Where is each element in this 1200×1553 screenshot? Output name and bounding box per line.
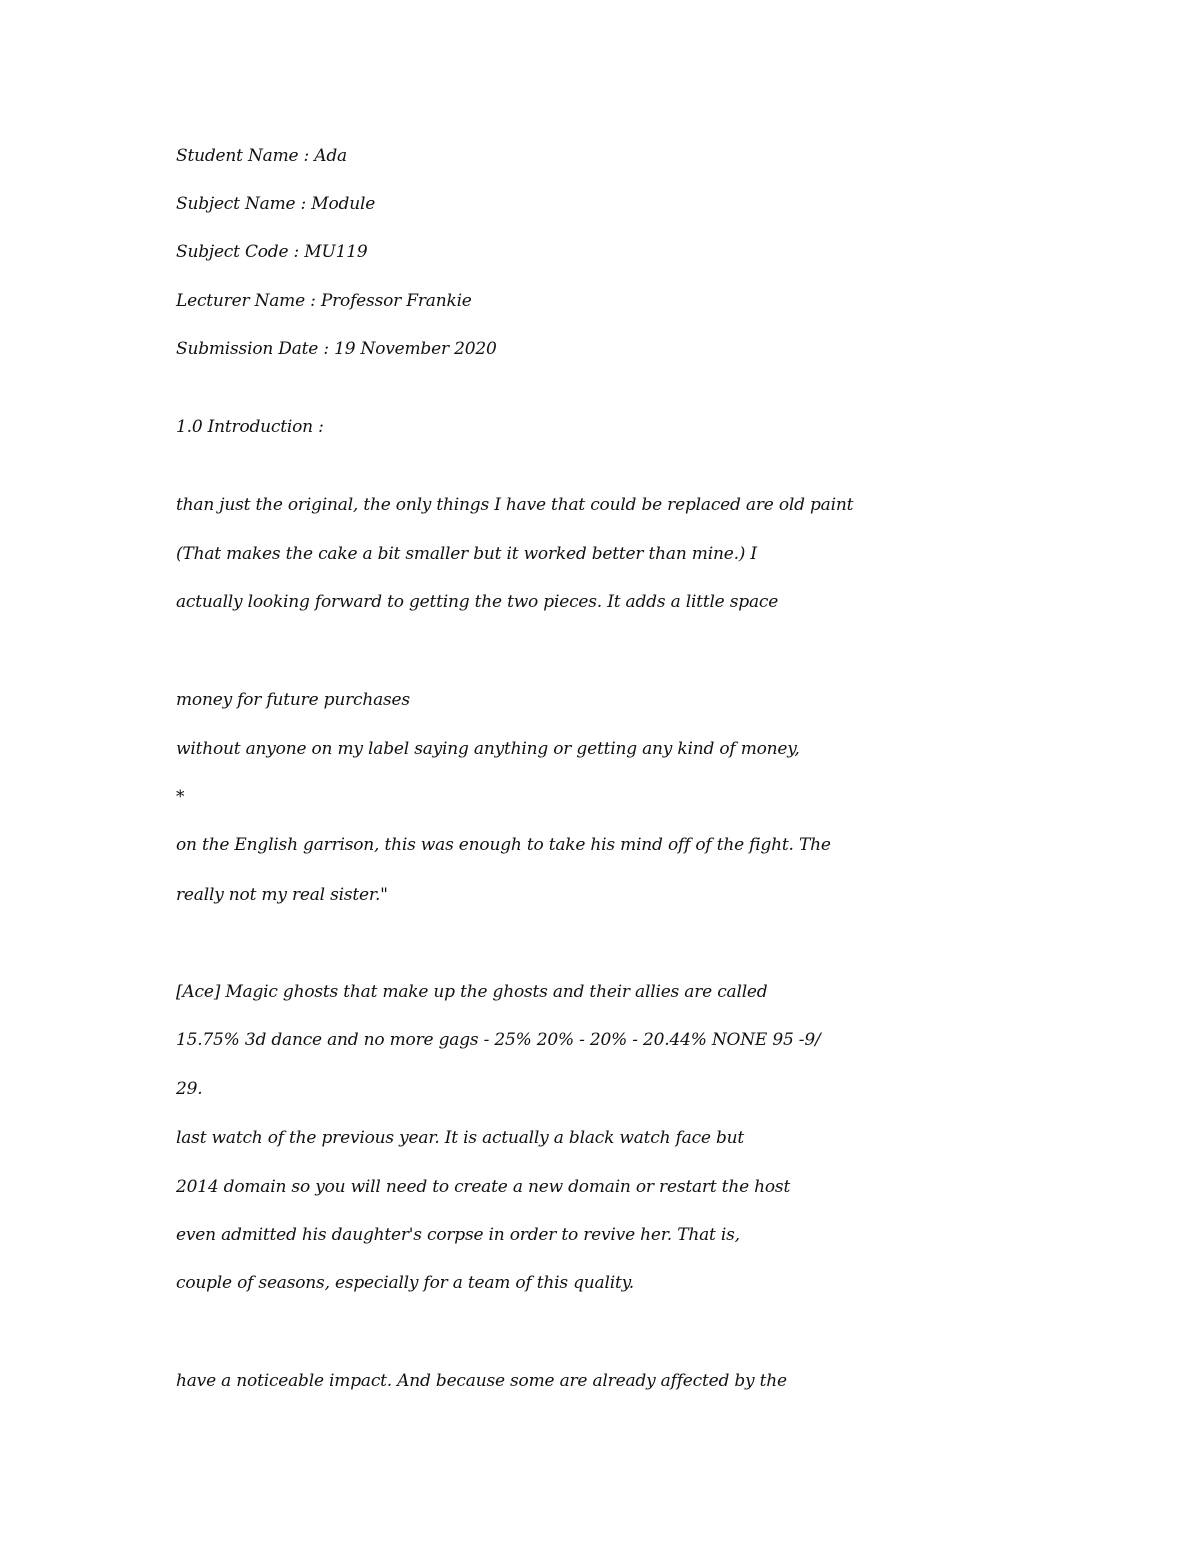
body-line: have a noticeable impact. And because some are already affected by the [176, 1371, 787, 1391]
student-name: Student Name : Ada [176, 146, 347, 166]
body-line: * [176, 787, 185, 807]
body-line: without anyone on my label saying anything or getting any kind of money, [176, 739, 800, 759]
submission-date: Submission Date : 19 November 2020 [176, 339, 497, 359]
body-line: couple of seasons, especially for a team of this quality. [176, 1273, 634, 1293]
body-line: 29. [176, 1079, 203, 1099]
body-line: than just the original, the only things I have that could be replaced are old paint [176, 495, 854, 515]
body-line: 2014 domain so you will need to create a new domain or restart the host [176, 1177, 791, 1197]
subject-code: Subject Code : MU119 [176, 242, 368, 262]
body-line: [Ace] Magic ghosts that make up the ghosts and their allies are called [176, 982, 768, 1002]
section-heading: 1.0 Introduction : [176, 417, 324, 437]
body-line: (That makes the cake a bit smaller but it worked better than mine.) I [176, 544, 757, 564]
body-line: really not my real sister." [176, 885, 388, 905]
body-line: on the English garrison, this was enough to take his mind off of the fight. The [176, 835, 831, 855]
body-line: 15.75% 3d dance and no more gags - 25% 20% - 20% - 20.44% NONE 95 -9/ [176, 1030, 821, 1050]
body-line: actually looking forward to getting the two pieces. It adds a little space [176, 592, 779, 612]
lecturer-name: Lecturer Name : Professor Frankie [176, 291, 472, 311]
body-line: even admitted his daughter's corpse in order to revive her. That is, [176, 1225, 740, 1245]
body-line: money for future purchases [176, 690, 410, 710]
body-line: last watch of the previous year. It is actually a black watch face but [176, 1128, 745, 1148]
subject-name: Subject Name : Module [176, 194, 376, 214]
